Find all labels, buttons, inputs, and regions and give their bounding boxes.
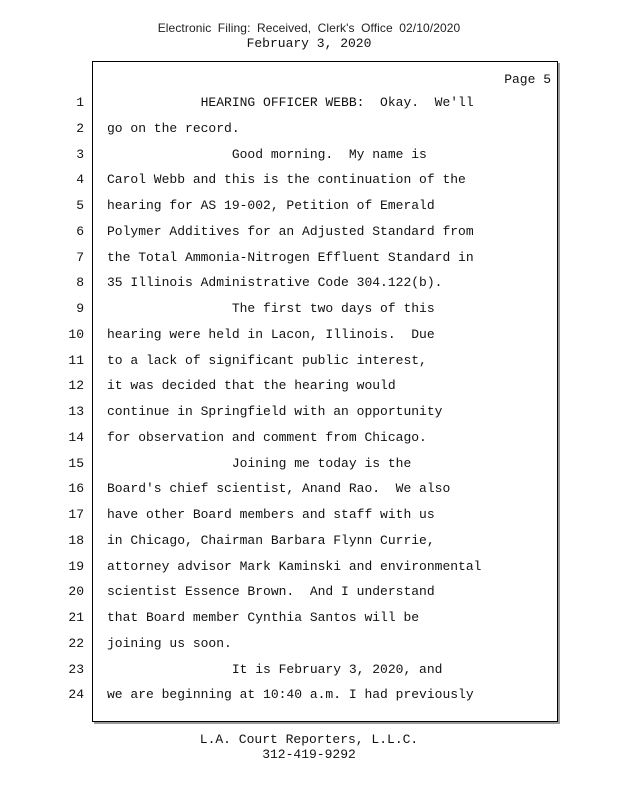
line-text: go on the record. (107, 121, 240, 136)
line-number: 9 (76, 301, 84, 316)
line-number: 10 (68, 327, 84, 342)
line-text: to a lack of significant public interest, (107, 353, 427, 368)
line-number: 20 (68, 584, 84, 599)
line-text: attorney advisor Mark Kaminski and environmental (107, 559, 482, 574)
line-text: the Total Ammonia-Nitrogen Effluent Standard in (107, 250, 474, 265)
line-text: continue in Springfield with an opportunity (107, 404, 443, 419)
line-number: 3 (76, 147, 84, 162)
line-text: hearing were held in Lacon, Illinois. Due (107, 327, 435, 342)
line-text: 35 Illinois Administrative Code 304.122(b). (107, 275, 443, 290)
line-number: 5 (76, 198, 84, 213)
line-number: 2 (76, 121, 84, 136)
line-text: Carol Webb and this is the continuation of the (107, 172, 466, 187)
line-number: 19 (68, 559, 84, 574)
line-number: 12 (68, 378, 84, 393)
line-number: 7 (76, 250, 84, 265)
line-number: 15 (68, 456, 84, 471)
line-number: 14 (68, 430, 84, 445)
line-text: we are beginning at 10:40 a.m. I had previously (107, 687, 474, 702)
line-text: HEARING OFFICER WEBB: Okay. We'll (107, 95, 474, 110)
line-text: It is February 3, 2020, and (107, 662, 443, 677)
line-number: 18 (68, 533, 84, 548)
page-number: Page 5 (504, 72, 551, 87)
line-number: 8 (76, 275, 84, 290)
transcript-date: February 3, 2020 (246, 36, 372, 51)
line-text: scientist Essence Brown. And I understand (107, 584, 435, 599)
line-text: Board's chief scientist, Anand Rao. We also (107, 481, 451, 496)
line-number: 21 (68, 610, 84, 625)
line-text: have other Board members and staff with us (107, 507, 435, 522)
reporter-phone: 312-419-9292 (262, 747, 356, 762)
line-text: The first two days of this (107, 301, 435, 316)
line-text: hearing for AS 19-002, Petition of Emerald (107, 198, 435, 213)
line-text: for observation and comment from Chicago. (107, 430, 427, 445)
line-number: 6 (76, 224, 84, 239)
line-number: 4 (76, 172, 84, 187)
reporter-company: L.A. Court Reporters, L.L.C. (199, 732, 419, 747)
line-number: 22 (68, 636, 84, 651)
line-number: 17 (68, 507, 84, 522)
line-text: it was decided that the hearing would (107, 378, 396, 393)
line-text: that Board member Cynthia Santos will be (107, 610, 420, 625)
line-number: 24 (68, 687, 84, 702)
line-number: 1 (76, 95, 84, 110)
line-text: Joining me today is the (107, 456, 412, 471)
line-number: 11 (68, 353, 84, 368)
line-number: 16 (68, 481, 84, 496)
line-number: 13 (68, 404, 84, 419)
line-text: joining us soon. (107, 636, 232, 651)
line-text: in Chicago, Chairman Barbara Flynn Currie, (107, 533, 435, 548)
line-text: Good morning. My name is (107, 147, 427, 162)
filing-stamp: Electronic Filing: Received, Clerk's Office 02/10/2020 (157, 21, 461, 35)
line-text: Polymer Additives for an Adjusted Standard from (107, 224, 474, 239)
line-number: 23 (68, 662, 84, 677)
